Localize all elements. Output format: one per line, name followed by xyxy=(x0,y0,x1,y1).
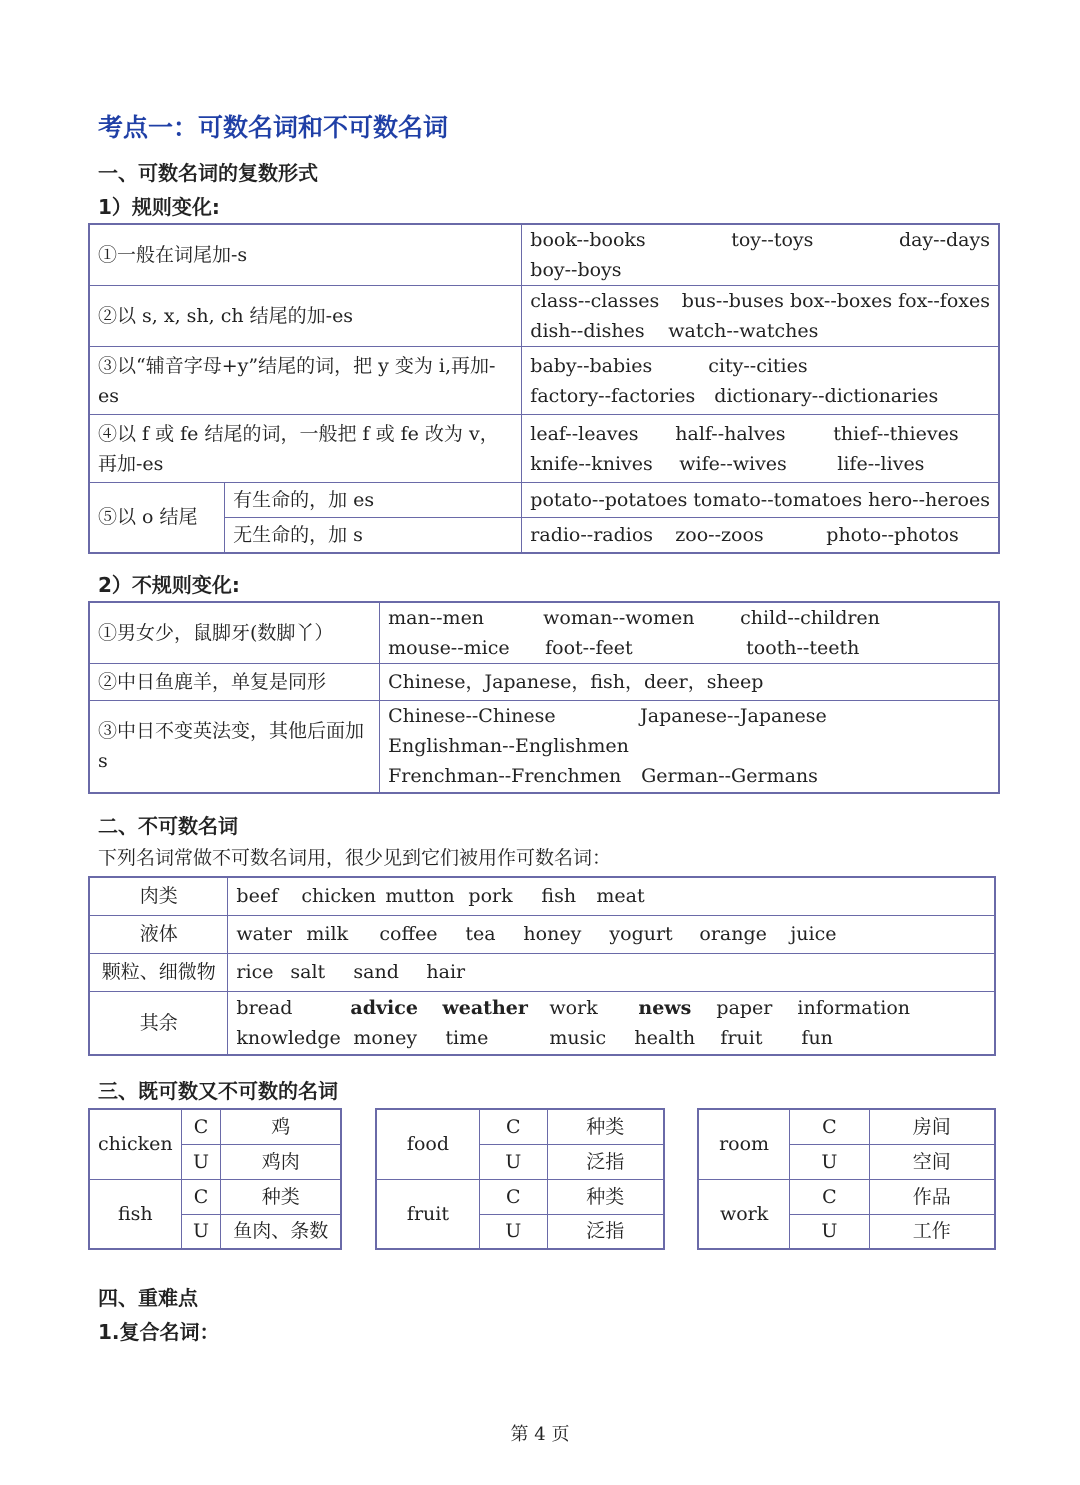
noun-word: meat xyxy=(596,885,645,908)
category-cell: 液体 xyxy=(89,915,228,953)
meaning-cell: 鸡 xyxy=(221,1109,341,1144)
example-cell xyxy=(522,518,999,553)
rule-subcell: 无生命的，加 s xyxy=(225,518,522,553)
both-table-1 xyxy=(88,1108,342,1250)
category-cell: 颗粒、细微物 xyxy=(89,953,228,991)
table-row xyxy=(376,1109,664,1144)
noun-word: sand xyxy=(353,961,399,983)
subheading-regular: 1）规则变化: xyxy=(98,195,220,219)
category-cell: 肉类 xyxy=(89,877,228,915)
table-row xyxy=(89,602,999,664)
noun-word: knowledge xyxy=(236,1026,341,1049)
example-word: Chinese--Chinese xyxy=(388,705,556,728)
example-word: Frenchman--Frenchmen xyxy=(388,765,622,788)
subheading-irregular: 2）不规则变化: xyxy=(98,573,240,597)
meaning-cell: 房间 xyxy=(869,1109,995,1144)
example-word: book--books xyxy=(530,229,646,251)
rule-cell: ⑤以 o 结尾 xyxy=(89,483,225,553)
c-label: C xyxy=(181,1109,221,1144)
example-word: German--Germans xyxy=(641,765,818,788)
noun-word: salt xyxy=(290,961,326,983)
table-row xyxy=(376,1179,664,1214)
example-word: watch--watches xyxy=(668,320,819,342)
noun-word: work xyxy=(549,996,598,1019)
noun-word: health xyxy=(634,1026,696,1049)
noun-word: paper xyxy=(716,996,773,1019)
noun-word-cell: chicken xyxy=(89,1109,181,1179)
noun-word: weather xyxy=(442,996,528,1019)
rule-cell: ②中日鱼鹿羊，单复是同形 xyxy=(89,664,380,701)
example-word: tooth--teeth xyxy=(746,637,860,659)
regular-plural-table xyxy=(88,223,1000,554)
meaning-cell: 鸡肉 xyxy=(221,1144,341,1179)
u-label: U xyxy=(181,1144,221,1179)
table-row xyxy=(89,991,995,1055)
section-heading-key-points: 四、重难点 xyxy=(98,1286,198,1310)
example-word: Chinese，Japanese，fish，deer，sheep xyxy=(388,671,764,693)
noun-word-cell: room xyxy=(698,1109,790,1179)
page-title: 考点一：可数名词和不可数名词 xyxy=(98,113,449,142)
rule-cell: ③以“辅音字母+y”结尾的词，把 y 变为 i,再加-es xyxy=(89,347,522,415)
noun-word: beef xyxy=(236,885,279,908)
noun-word-cell: work xyxy=(698,1179,790,1249)
meaning-cell: 工作 xyxy=(869,1214,995,1249)
example-cell xyxy=(380,664,999,701)
rule-cell: ①一般在词尾加-s xyxy=(89,224,522,286)
example-word: child--children xyxy=(740,607,880,629)
noun-word: tea xyxy=(465,923,496,945)
example-word: leaf--leaves xyxy=(530,422,639,445)
noun-word: honey xyxy=(523,923,582,945)
table-row xyxy=(89,877,995,915)
noun-word: hair xyxy=(426,961,466,983)
table-row xyxy=(89,953,995,991)
meaning-cell: 空间 xyxy=(869,1144,995,1179)
noun-word: water xyxy=(236,923,292,945)
noun-word: music xyxy=(549,1026,607,1049)
word-cell xyxy=(228,915,995,953)
category-cell: 其余 xyxy=(89,991,228,1055)
table-row xyxy=(89,286,999,347)
noun-word: fruit xyxy=(720,1026,763,1049)
word-cell xyxy=(228,877,995,915)
noun-word-cell: fish xyxy=(89,1179,181,1249)
table-row xyxy=(698,1179,995,1214)
example-word: factory--factories xyxy=(530,384,696,407)
noun-word-cell: fruit xyxy=(376,1179,479,1249)
section-heading-uncountable: 二、不可数名词 xyxy=(98,814,238,838)
uncountable-table xyxy=(88,876,996,1056)
u-label: U xyxy=(181,1214,221,1249)
example-word: zoo--zoos xyxy=(675,523,764,546)
rule-cell: ①男女少，鼠脚牙(数脚丫） xyxy=(89,602,380,664)
noun-word: pork xyxy=(468,885,513,908)
table-row xyxy=(698,1109,995,1144)
example-cell xyxy=(522,347,999,415)
example-word: wife--wives xyxy=(679,452,787,475)
c-label: C xyxy=(790,1179,869,1214)
meaning-cell: 种类 xyxy=(547,1109,664,1144)
table-row xyxy=(89,915,995,953)
example-word: foot--feet xyxy=(545,637,633,659)
table-row xyxy=(89,347,999,415)
table-row xyxy=(89,1179,341,1214)
uncountable-description: 下列名词常做不可数名词用，很少见到它们被用作可数名词： xyxy=(98,847,612,869)
noun-word: rice xyxy=(236,961,274,983)
both-table-3 xyxy=(697,1108,996,1250)
noun-word: chicken xyxy=(301,885,376,908)
table-row xyxy=(89,224,999,286)
example-word: tomato--tomatoes hero--heroes xyxy=(693,489,990,511)
noun-word: money xyxy=(353,1026,418,1049)
example-word: city--cities xyxy=(708,354,808,377)
section-heading-countable: 一、可数名词的复数形式 xyxy=(98,161,318,185)
rule-cell: ④以 f 或 fe 结尾的词，一般把 f 或 fe 改为 v，再加-es xyxy=(89,415,522,483)
example-cell xyxy=(522,483,999,518)
noun-word: news xyxy=(638,996,692,1019)
example-word: dish--dishes xyxy=(530,320,645,342)
rule-subcell: 有生命的，加 es xyxy=(225,483,522,518)
noun-word: orange xyxy=(699,923,767,945)
c-label: C xyxy=(479,1179,547,1214)
noun-word: bread xyxy=(236,996,293,1019)
example-word: photo--photos xyxy=(826,523,959,546)
example-cell xyxy=(522,415,999,483)
example-word: boy--boys xyxy=(530,259,622,281)
example-word: mouse--mice xyxy=(388,637,510,659)
example-word: bus--buses box--boxes fox--foxes xyxy=(681,290,990,312)
example-word: class--classes xyxy=(530,290,660,312)
example-word: toy--toys xyxy=(731,229,814,251)
u-label: U xyxy=(790,1214,869,1249)
table-row xyxy=(89,664,999,701)
section-heading-both: 三、既可数又不可数的名词 xyxy=(98,1079,338,1103)
example-cell xyxy=(380,602,999,664)
table-row xyxy=(89,1109,341,1144)
example-cell xyxy=(522,286,999,347)
noun-word: milk xyxy=(306,923,349,945)
example-word: man--men xyxy=(388,607,485,629)
example-word: life--lives xyxy=(837,452,925,475)
example-word: knife--knives xyxy=(530,452,653,475)
table-row xyxy=(89,701,999,793)
meaning-cell: 作品 xyxy=(869,1179,995,1214)
word-cell xyxy=(228,991,995,1055)
word-cell xyxy=(228,953,995,991)
example-cell xyxy=(380,701,999,793)
example-word: Japanese--Japanese xyxy=(640,705,827,728)
example-word: day--days xyxy=(898,229,990,251)
example-word: potato--potatoes xyxy=(530,489,688,511)
noun-word: time xyxy=(445,1026,489,1049)
rule-cell: ②以 s, x, sh, ch 结尾的加-es xyxy=(89,286,522,347)
u-label: U xyxy=(479,1214,547,1249)
noun-word: information xyxy=(797,996,911,1019)
c-label: C xyxy=(790,1109,869,1144)
meaning-cell: 鱼肉、条数 xyxy=(221,1214,341,1249)
noun-word: advice xyxy=(350,996,418,1019)
c-label: C xyxy=(479,1109,547,1144)
noun-word-cell: food xyxy=(376,1109,479,1179)
example-word: thief--thieves xyxy=(833,422,959,445)
noun-word: juice xyxy=(790,923,837,945)
example-cell xyxy=(522,224,999,286)
table-row xyxy=(89,518,999,553)
example-word: dictionary--dictionaries xyxy=(714,384,939,407)
meaning-cell: 种类 xyxy=(221,1179,341,1214)
example-word: radio--radios xyxy=(530,523,654,546)
page-number: 第 4 页 xyxy=(510,1424,570,1445)
subheading-compound-nouns: 1.复合名词： xyxy=(98,1320,220,1344)
noun-word: mutton xyxy=(385,885,455,908)
noun-word: fish xyxy=(541,885,577,908)
meaning-cell: 泛指 xyxy=(547,1144,664,1179)
noun-word: yogurt xyxy=(609,923,673,945)
irregular-plural-table xyxy=(88,601,1000,794)
example-word: baby--babies xyxy=(530,354,653,377)
c-label: C xyxy=(181,1179,221,1214)
table-row xyxy=(89,415,999,483)
noun-word: coffee xyxy=(379,923,438,945)
example-word: half--halves xyxy=(675,422,786,445)
meaning-cell: 泛指 xyxy=(547,1214,664,1249)
noun-word: fun xyxy=(801,1026,833,1049)
example-word: woman--women xyxy=(543,607,695,629)
u-label: U xyxy=(479,1144,547,1179)
rule-cell: ③中日不变英法变，其他后面加 s xyxy=(89,701,380,793)
meaning-cell: 种类 xyxy=(547,1179,664,1214)
table-row xyxy=(89,483,999,518)
both-table-2 xyxy=(375,1108,665,1250)
example-word: Englishman--Englishmen xyxy=(388,735,629,758)
u-label: U xyxy=(790,1144,869,1179)
